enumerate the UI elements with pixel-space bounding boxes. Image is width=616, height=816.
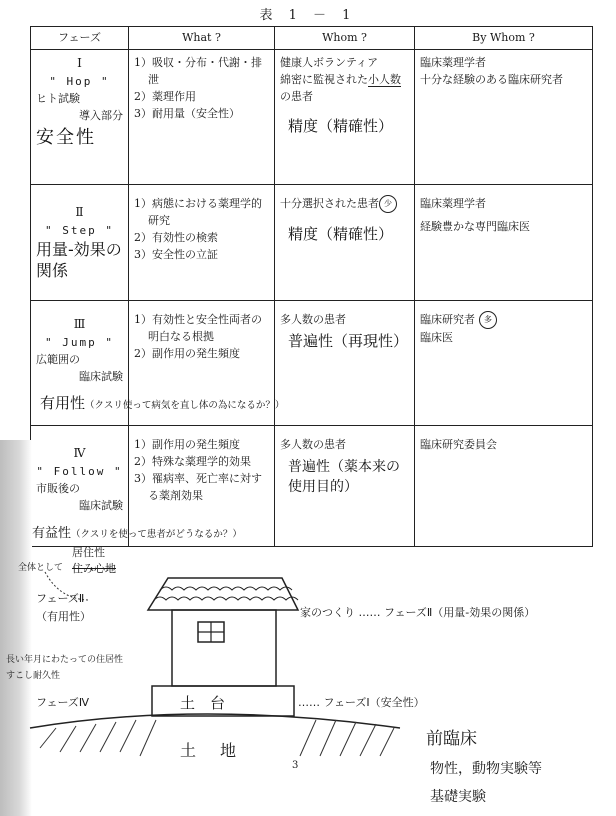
phase-jp: 導入部分	[79, 108, 123, 122]
list-item: 3）耐用量（安全性）	[134, 107, 240, 121]
by-whom-text: 臨床研究委員会	[420, 438, 497, 451]
drawing-label: （有用性）	[36, 610, 91, 623]
drawing-label: すこし耐久性	[6, 671, 61, 681]
list-item: 1）吸収・分布・代謝・排泄	[134, 56, 262, 87]
roof-shingles	[154, 587, 298, 600]
drawing-label: 前臨床	[426, 729, 477, 749]
phase-jp: 市販後の	[36, 481, 80, 495]
list-item: 2）有効性の検索	[134, 231, 218, 245]
phase-jp: 臨床試験	[79, 498, 123, 512]
drawing-label: 住み心地	[72, 562, 116, 575]
handwritten-note: 普遍性（再現性）	[288, 332, 409, 351]
phase-name: " Step "	[45, 223, 114, 237]
handwritten-note: 有用性	[40, 394, 86, 412]
drawing-label: …… フェーズⅠ（安全性）	[298, 696, 425, 709]
by-whom-text: 経験豊かな専門臨床医	[420, 220, 530, 234]
by-whom-text: 臨床医	[420, 331, 453, 344]
header-by-whom: By Whom ?	[415, 27, 593, 50]
list-item: 3）罹病率、死亡率に対する薬剤効果	[134, 472, 262, 503]
handwritten-note: 有益性	[32, 526, 72, 541]
drawing-label: 全体として	[18, 563, 64, 573]
whom-text: 健康人ボランティア	[280, 56, 379, 69]
phase-numeral: Ⅰ	[77, 56, 82, 70]
phase-jp: 臨床試験	[79, 369, 123, 383]
whom-underlined: 小人数	[368, 73, 401, 87]
by-whom-text: 臨床研究者	[420, 313, 475, 326]
handwritten-note: （クスリ使って病気を直し体の為になるか？）	[85, 400, 285, 411]
by-whom-text: 臨床薬理学者	[420, 197, 486, 210]
roof	[148, 578, 298, 610]
phase-numeral: Ⅳ	[73, 446, 86, 460]
handwritten-note: （クスリを使って患者がどうなるか？）	[71, 529, 242, 540]
header-whom: Whom ?	[275, 27, 415, 50]
circled-note: 少	[379, 195, 397, 213]
drawing-label: フェーズⅣ	[36, 696, 90, 709]
whom-text: 多人数の患者	[280, 438, 346, 451]
table-title: 表 1 － 1	[259, 8, 357, 23]
list-item: 1）副作用の発生頻度	[134, 438, 240, 451]
page-number: 3	[292, 760, 299, 771]
drawing-label: 家のつくり …… フェーズⅡ（用量-効果の関係）	[300, 606, 536, 619]
whom-text: の患者	[280, 90, 313, 104]
phase-name: " Hop "	[49, 74, 110, 88]
handwritten-note: 精度（精確性）	[288, 225, 394, 243]
phase-name: " Follow "	[36, 464, 123, 478]
handwritten-note: 安全性	[36, 126, 96, 148]
list-item: 3）安全性の立証	[134, 248, 218, 262]
phase-name: " Jump "	[45, 335, 114, 349]
by-whom-text: 臨床薬理学者	[420, 56, 486, 69]
whom-text: 綿密に監視された	[280, 73, 368, 87]
handwritten-note: 精度（精確性）	[288, 117, 394, 136]
drawing-label: 土 地	[180, 741, 241, 760]
whom-text: 多人数の患者	[280, 313, 346, 326]
drawing-label: フェーズⅡ	[36, 592, 85, 605]
whom-text: 十分選択された患者	[280, 197, 379, 210]
drawing-label: 土 台	[180, 694, 226, 712]
phase-jp: 広範囲の	[36, 352, 80, 366]
circled-note: 多	[479, 311, 497, 329]
list-item: 2）副作用の発生頻度	[134, 347, 240, 361]
handwritten-note: 用量-効果の関係	[36, 239, 122, 281]
phase-jp: ヒト試験	[36, 91, 80, 105]
phase-numeral: Ⅲ	[73, 317, 86, 331]
list-item: 2）薬理作用	[134, 90, 196, 104]
drawing-label: 長い年月にわたっての住居性	[6, 655, 124, 665]
phase-numeral: Ⅱ	[75, 205, 84, 219]
drawing-label: 物性，動物実験等	[430, 761, 542, 777]
handwritten-note: 普遍性（薬本来の使用目的）	[288, 459, 400, 496]
drawing-label: 基礎実験	[430, 789, 486, 805]
list-item: 2）特殊な薬理学的効果	[134, 455, 251, 469]
header-phase: フェーズ	[31, 27, 129, 50]
list-item: 1）病態における薬理学的研究	[134, 197, 262, 228]
header-what: What ?	[129, 27, 275, 50]
by-whom-text: 十分な経験のある臨床研究者	[420, 73, 563, 87]
list-item: 1）有効性と安全性両者の明白なる根拠	[134, 313, 262, 344]
drawing-label: 居住性	[72, 546, 105, 559]
